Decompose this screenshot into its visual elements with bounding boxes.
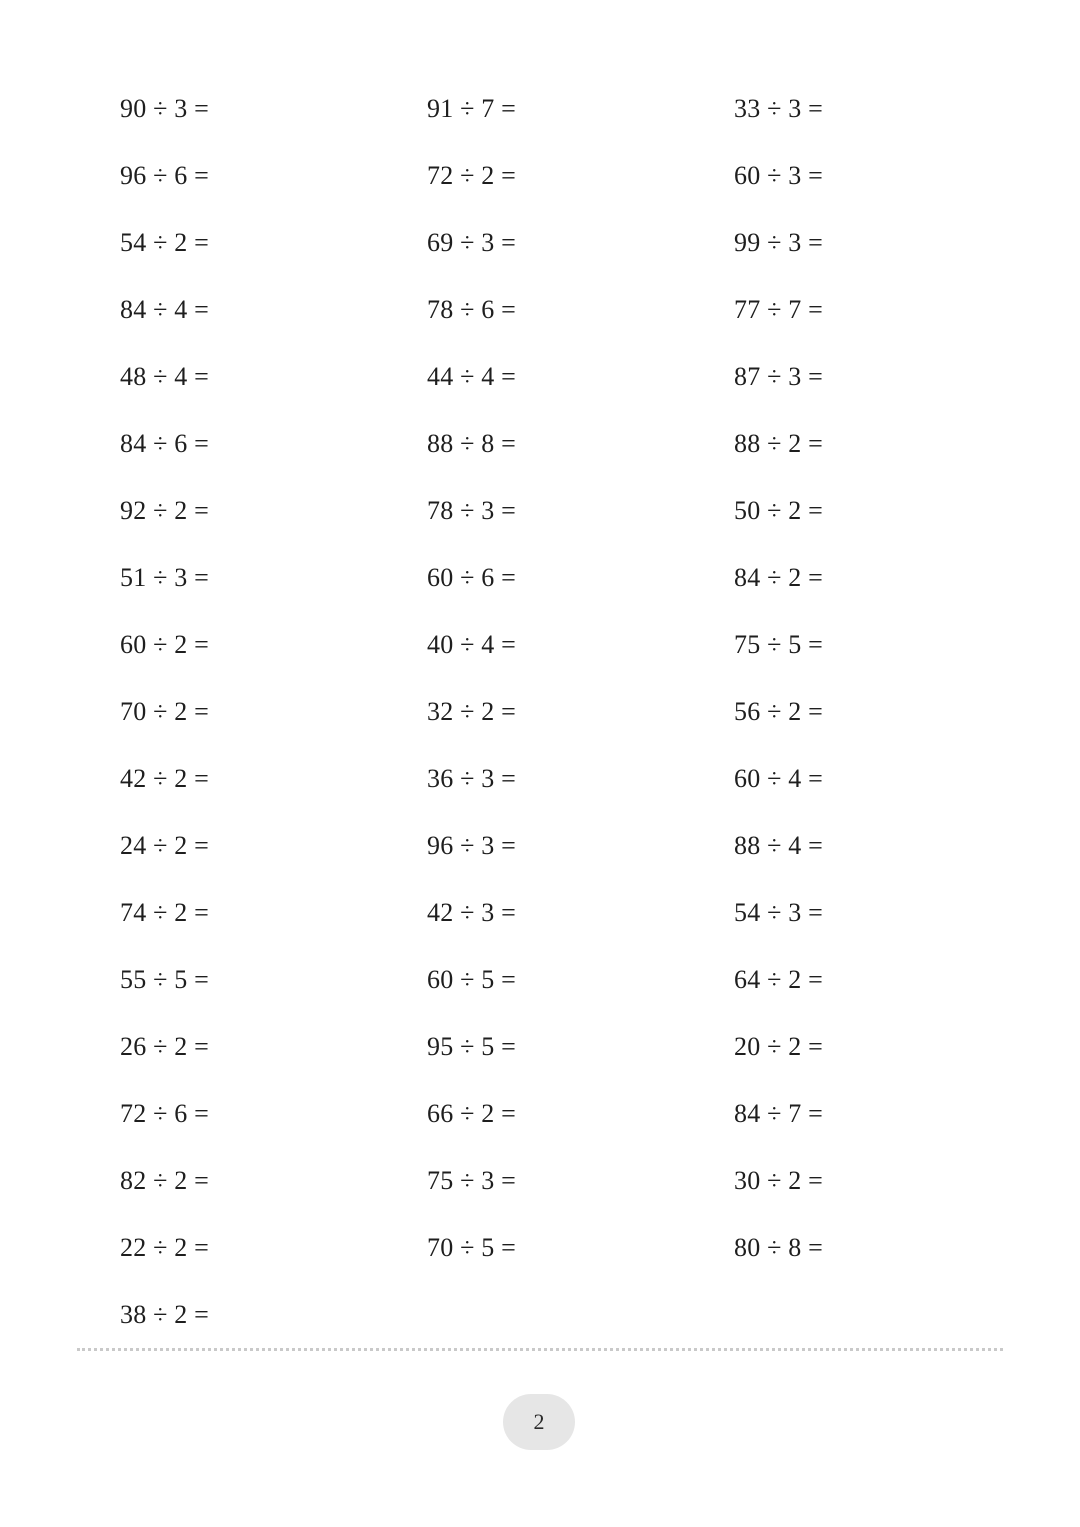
- problem-item: 36 ÷ 3 =: [427, 764, 517, 793]
- problem-item: 84 ÷ 7 =: [734, 1099, 824, 1128]
- problem-item: 72 ÷ 6 =: [120, 1099, 210, 1128]
- problem-item: 60 ÷ 6 =: [427, 563, 517, 592]
- problem-item: 56 ÷ 2 =: [734, 697, 824, 726]
- problem-item: 84 ÷ 4 =: [120, 295, 210, 324]
- problem-item: 60 ÷ 3 =: [734, 161, 824, 190]
- problem-item: 50 ÷ 2 =: [734, 496, 824, 525]
- problem-item: 60 ÷ 4 =: [734, 764, 824, 793]
- problem-item: 30 ÷ 2 =: [734, 1166, 824, 1195]
- problem-item: 75 ÷ 3 =: [427, 1166, 517, 1195]
- problem-item: 88 ÷ 2 =: [734, 429, 824, 458]
- problem-grid: [120, 75, 1020, 1348]
- problem-item: 38 ÷ 2 =: [120, 1300, 210, 1329]
- problem-item: 84 ÷ 2 =: [734, 563, 824, 592]
- problem-item: 54 ÷ 3 =: [734, 898, 824, 927]
- problem-item: 48 ÷ 4 =: [120, 362, 210, 391]
- problem-item: 78 ÷ 6 =: [427, 295, 517, 324]
- problem-item: 44 ÷ 4 =: [427, 362, 517, 391]
- problem-item: 75 ÷ 5 =: [734, 630, 824, 659]
- problem-item: 92 ÷ 2 =: [120, 496, 210, 525]
- problem-item: 90 ÷ 3 =: [120, 94, 210, 123]
- page-number: 2: [533, 1409, 545, 1434]
- dotted-divider: [77, 1348, 1003, 1351]
- problem-item: 24 ÷ 2 =: [120, 831, 210, 860]
- problem-item: 26 ÷ 2 =: [120, 1032, 210, 1061]
- problem-item: 54 ÷ 2 =: [120, 228, 210, 257]
- problem-item: 78 ÷ 3 =: [427, 496, 517, 525]
- problem-item: 72 ÷ 2 =: [427, 161, 517, 190]
- problem-item: 82 ÷ 2 =: [120, 1166, 210, 1195]
- problem-item: 42 ÷ 3 =: [427, 898, 517, 927]
- problem-item: 84 ÷ 6 =: [120, 429, 210, 458]
- problem-item: 20 ÷ 2 =: [734, 1032, 824, 1061]
- problem-item: 60 ÷ 2 =: [120, 630, 210, 659]
- problem-item: 88 ÷ 4 =: [734, 831, 824, 860]
- problem-item: 99 ÷ 3 =: [734, 228, 824, 257]
- problem-item: 70 ÷ 2 =: [120, 697, 210, 726]
- page-number-badge: [503, 1394, 575, 1450]
- problem-item: 87 ÷ 3 =: [734, 362, 824, 391]
- problem-item: 40 ÷ 4 =: [427, 630, 517, 659]
- problem-item: 96 ÷ 3 =: [427, 831, 517, 860]
- problem-item: 66 ÷ 2 =: [427, 1099, 517, 1128]
- problem-item: 51 ÷ 3 =: [120, 563, 210, 592]
- problem-item: 69 ÷ 3 =: [427, 228, 517, 257]
- problem-item: 60 ÷ 5 =: [427, 965, 517, 994]
- problem-item: 64 ÷ 2 =: [734, 965, 824, 994]
- problem-item: 42 ÷ 2 =: [120, 764, 210, 793]
- problem-item: 55 ÷ 5 =: [120, 965, 210, 994]
- problem-item: 91 ÷ 7 =: [427, 94, 517, 123]
- problem-item: 77 ÷ 7 =: [734, 295, 824, 324]
- problem-item: 95 ÷ 5 =: [427, 1032, 517, 1061]
- problem-item: 32 ÷ 2 =: [427, 697, 517, 726]
- problem-item: 96 ÷ 6 =: [120, 161, 210, 190]
- problem-item: 74 ÷ 2 =: [120, 898, 210, 927]
- problem-item: 22 ÷ 2 =: [120, 1233, 210, 1262]
- problem-item: 80 ÷ 8 =: [734, 1233, 824, 1262]
- problem-item: 33 ÷ 3 =: [734, 94, 824, 123]
- problem-item: 88 ÷ 8 =: [427, 429, 517, 458]
- problem-item: 70 ÷ 5 =: [427, 1233, 517, 1262]
